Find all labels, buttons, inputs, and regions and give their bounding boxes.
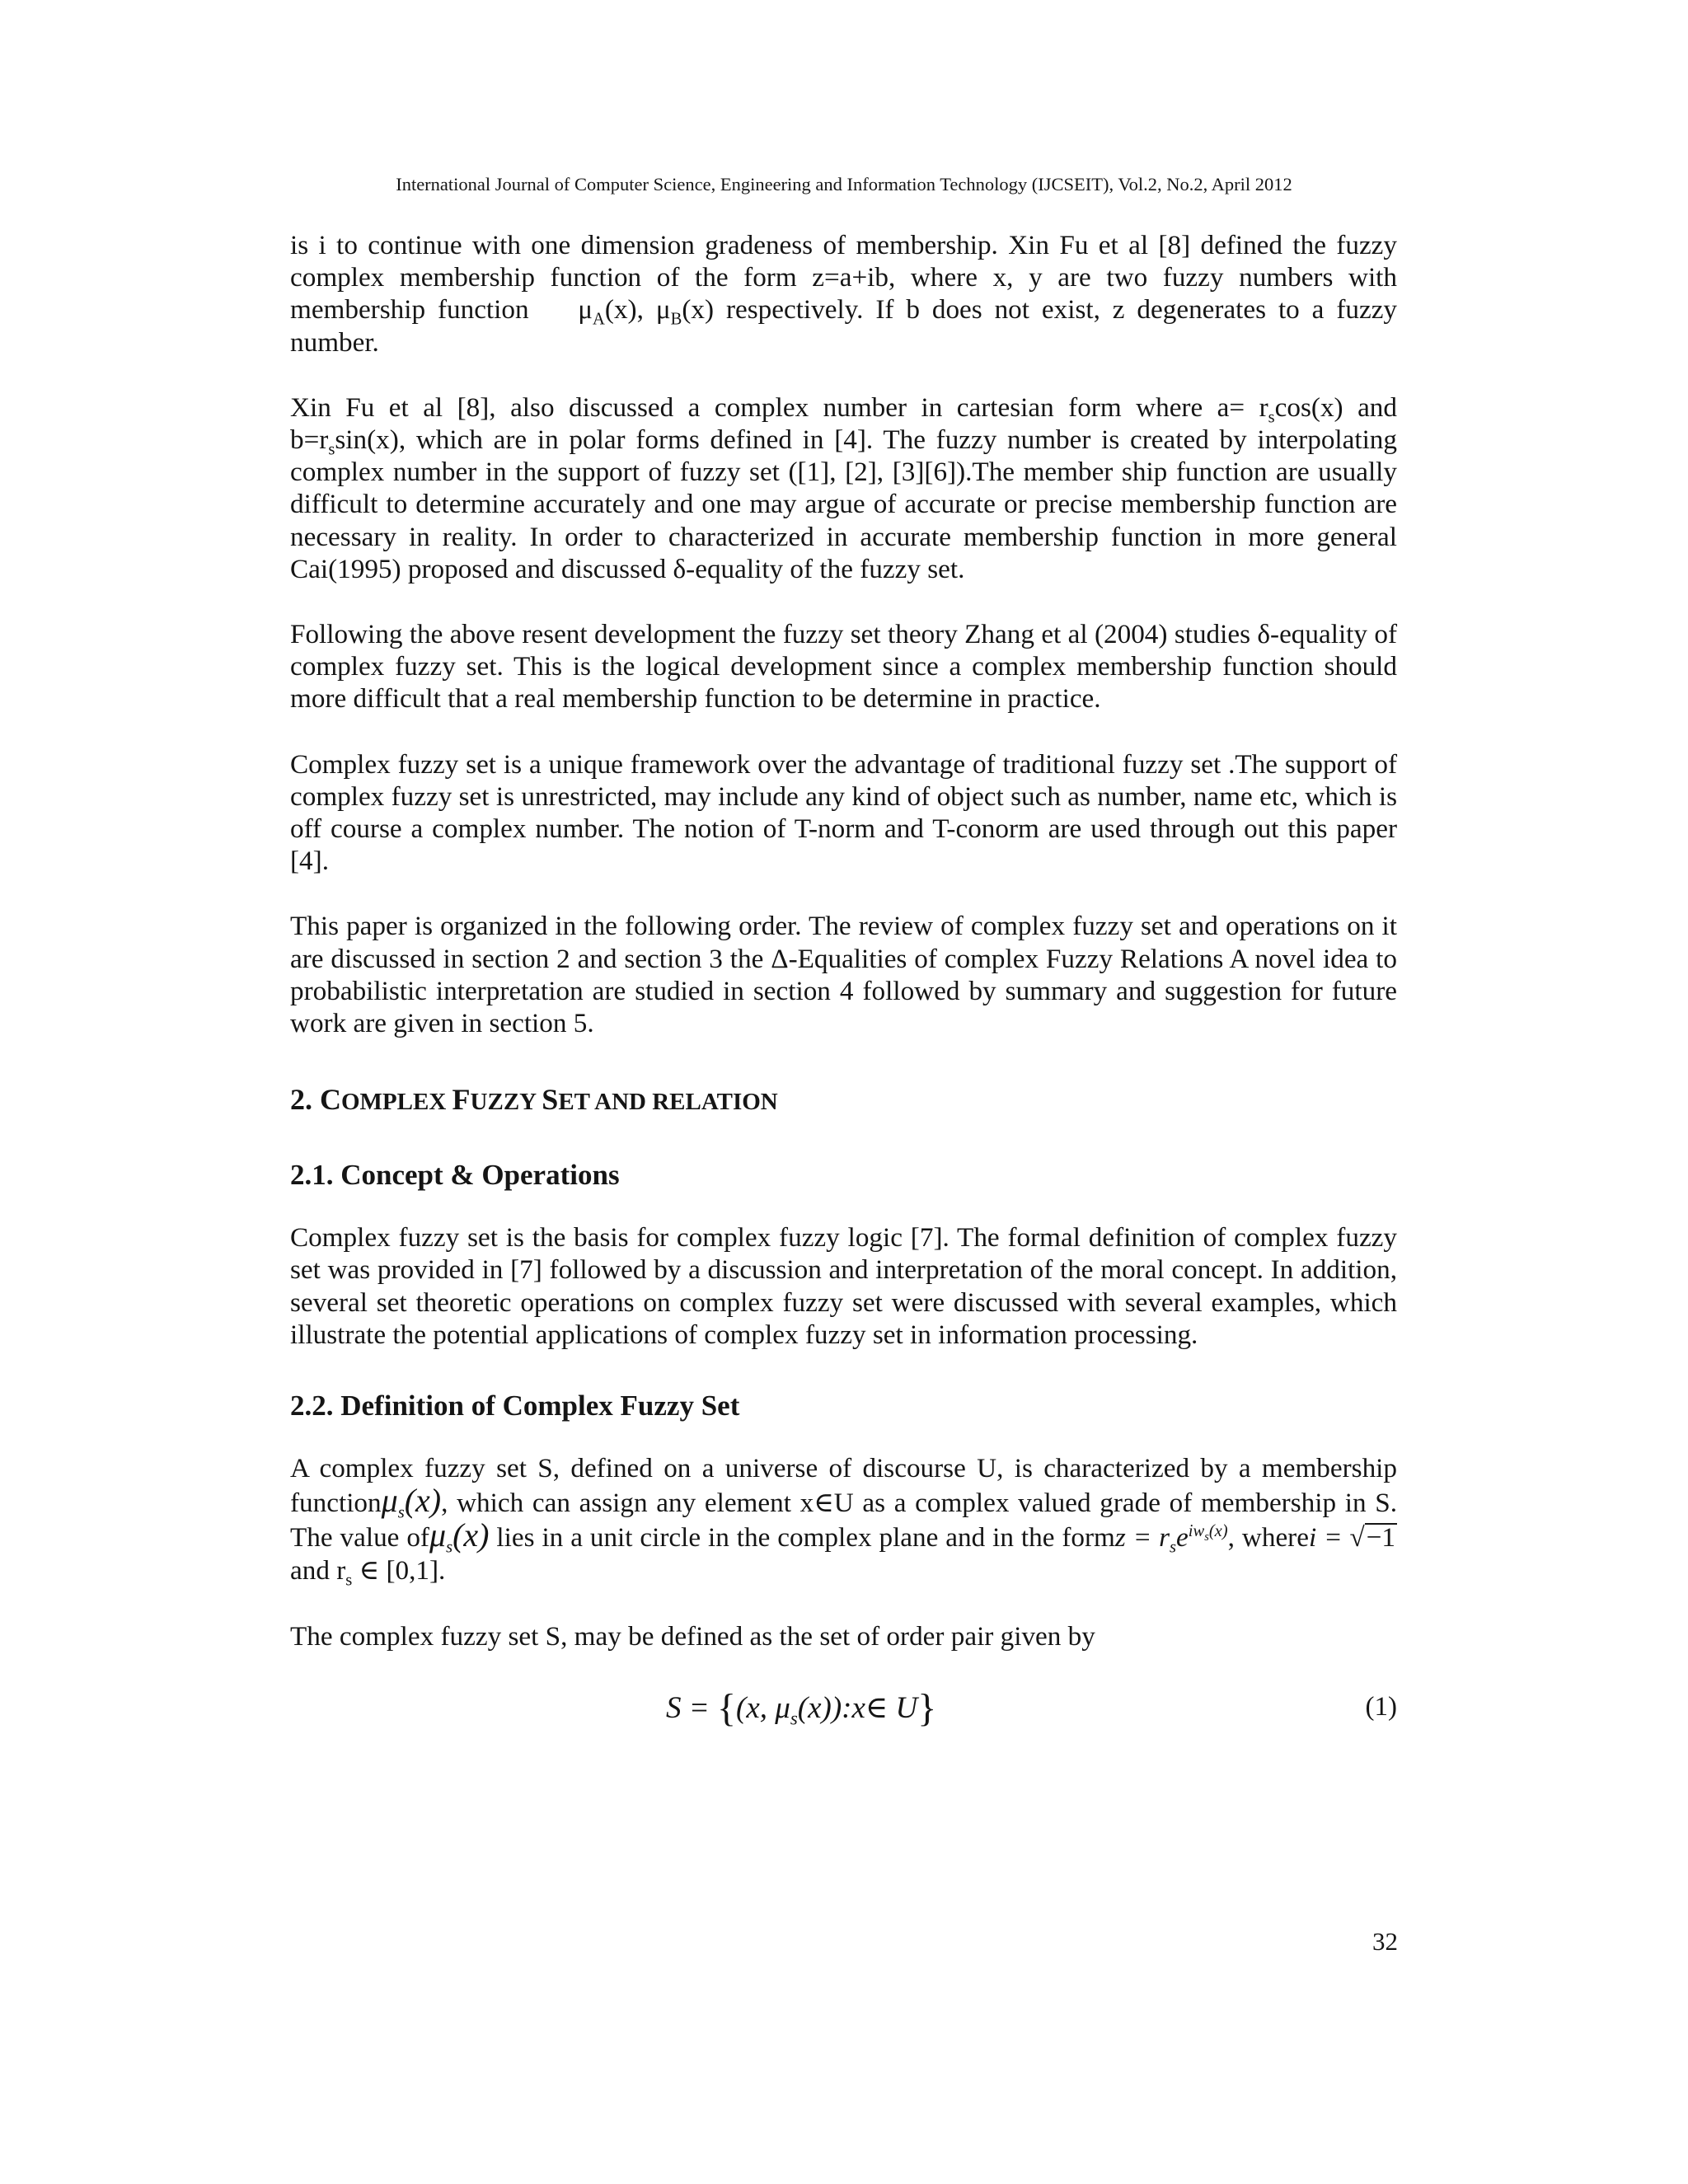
complex-fuzzy-set-definition: A complex fuzzy set S, defined on a universe of discourse U, is characterized by a membership functionμ$_s$(x), which can assign any element x∈U as a complex valued grade of membership in S. The value ofμ$_s$(x) lies in a unit circle in the complex plane and in the formz = $r_se^{iw_s(x)}$, wherei = √−1 and $r_s$ ∈ [0,1].	[290, 1453, 1397, 1590]
subsection-2-2-heading: 2.2. Definition of Complex Fuzzy Set	[290, 1390, 740, 1422]
mu-a-symbol: μ	[578, 294, 593, 326]
mu-s-symbol: μ	[429, 1516, 447, 1554]
polar-form-formula: $z = r_se^{iw_s(x)}$	[1114, 1522, 1228, 1558]
equation-1	[290, 1685, 1397, 1735]
intro-paragraph-2: Xin Fu et al [8], also discussed a complex number in cartesian form where $a= r_s\cos(x)$ and $b=r_s\sin(x)$, which are in polar forms defined in [4]. The fuzzy number is created by interpolating complex number in the support of fuzzy set ([1], [2], [3][6]).The member ship function are usually difficult to determine accurately and one may argue of accurate or precise membership function are necessary in reality. In order to characterized in accurate membership function in more general Cai(1995) proposed and discussed δ-equality of the fuzzy set.	[290, 391, 1397, 584]
intro-paragraph-5: This paper is organized in the following order. The review of complex fuzzy set and operations on it are discussed in section 2 and section 3 the Δ-Equalities of complex Fuzzy Relations A novel idea to probabilistic interpretation are studied in section 4 followed by summary and suggestion for future work are given in section 5.	[290, 911, 1397, 1039]
intro-paragraph-4: Complex fuzzy set is a unique framework over the advantage of traditional fuzzy set .The support of complex fuzzy set is unrestricted, may include any kind of object such as number, name etc, which is off course a complex number. The notion of T-norm and T-conorm are used through out this paper [4].	[290, 748, 1397, 877]
equation-lead-sentence: The complex fuzzy set S, may be defined as the set of order pair given by	[290, 1620, 1095, 1652]
mu-s-symbol: μ	[381, 1482, 398, 1520]
intro-paragraph-1: is i to continue with one dimension gradeness of membership. Xin Fu et al [8] defined the fuzzy complex membership function of the form z=a+ib, where x, y are two fuzzy numbers with membership function $\mu_A(x)$, $\mu_B(x)$ respectively. If b does not exist, z degenerates to a fuzzy number.	[290, 230, 1398, 358]
page-body	[290, 229, 1397, 1735]
section-2-heading: 2. COMPLEX FUZZY SET AND RELATION	[290, 1083, 778, 1117]
intro-paragraph-3: Following the above resent development the fuzzy set theory Zhang et al (2004) studies δ-equality of complex fuzzy set. This is the logical development since a complex membership function should more difficult that a real membership function to be determine in practice.	[290, 619, 1397, 715]
subsection-2-1-heading: 2.1. Concept & Operations	[290, 1159, 620, 1192]
imaginary-unit-formula: i = √−1	[1308, 1522, 1395, 1554]
page-number: 32	[1372, 1927, 1398, 1956]
equation-1-formula: S = {(x, $\mu_s(x)):x\in$ U}	[666, 1686, 937, 1731]
mu-b-symbol: μ	[655, 294, 671, 326]
running-header: International Journal of Computer Science, Engineering and Information Technology (IJCSEIT), Vol.2, No.2, April 2012	[396, 174, 1292, 194]
equation-1-number: (1)	[1365, 1692, 1397, 1722]
sqrt-sign: √	[1349, 1522, 1365, 1554]
subsection-2-1-body: Complex fuzzy set is the basis for complex fuzzy logic [7]. The formal definition of complex fuzzy set was provided in [7] followed by a discussion and interpretation of the moral concept. In addition, several set theoretic operations on complex fuzzy set were discussed with several examples, which illustrate the potential applications of complex fuzzy set in information processing.	[290, 1222, 1397, 1350]
